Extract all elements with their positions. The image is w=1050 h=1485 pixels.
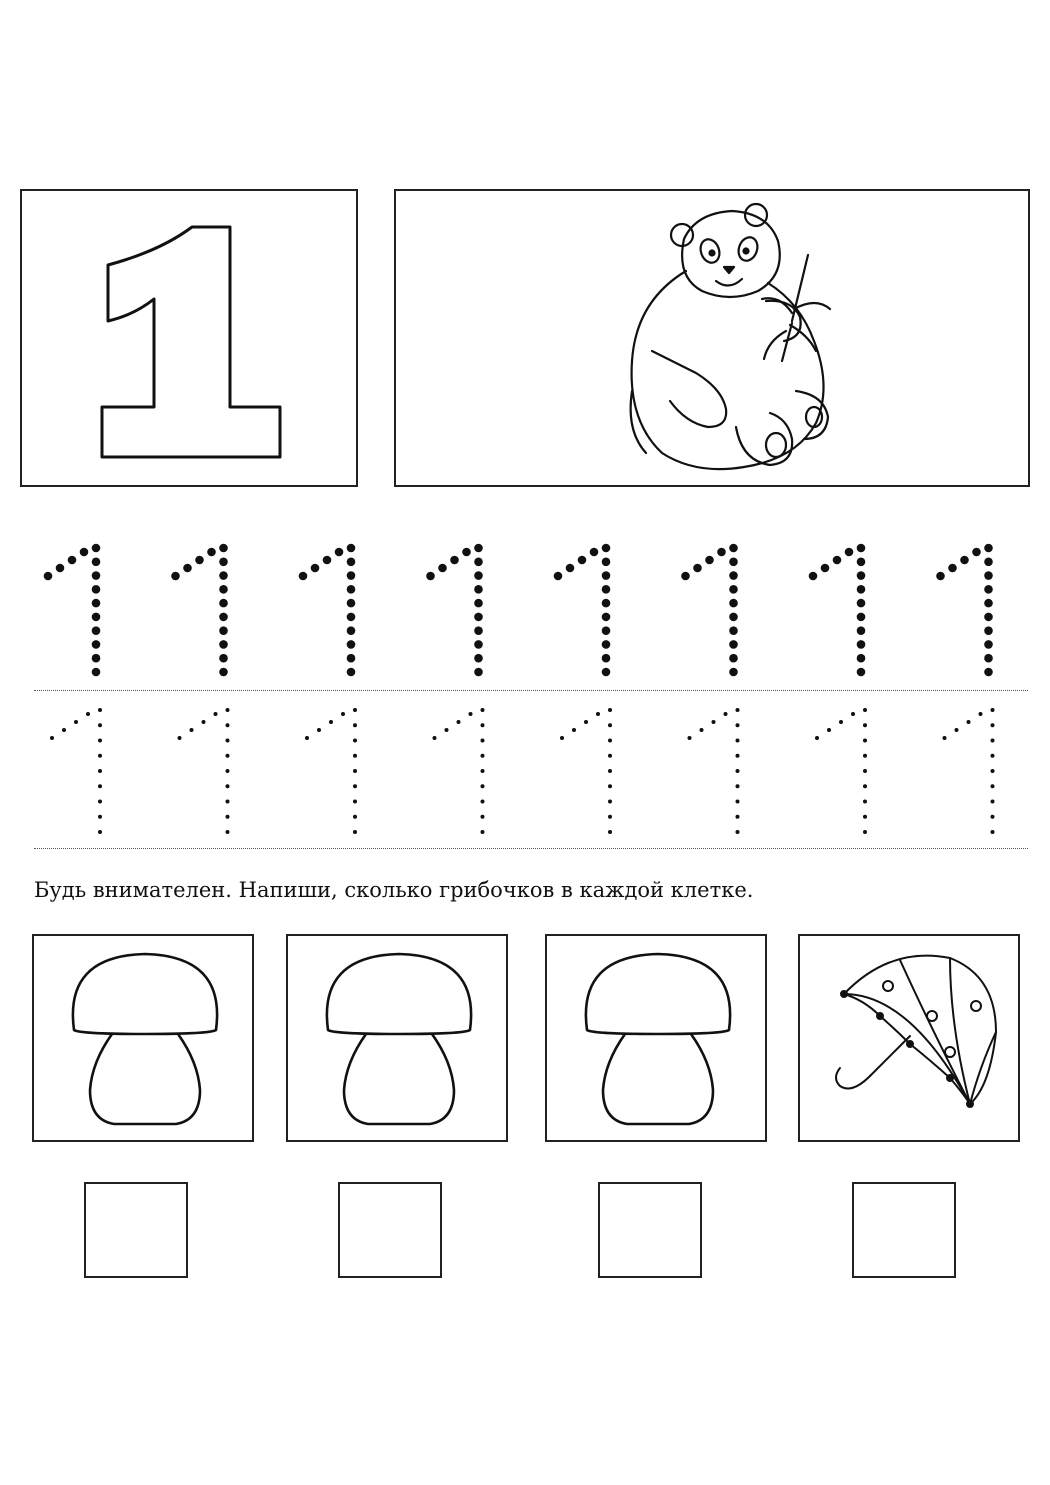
mushroom-icon	[34, 936, 256, 1144]
mushroom-icon	[288, 936, 510, 1144]
bold-tracing-digit	[171, 544, 228, 677]
picture-cell-3	[545, 934, 767, 1142]
answer-box-1[interactable]	[84, 1182, 188, 1278]
task-instruction: Будь внимателен. Напиши, сколько грибочков в каждой клетке.	[34, 878, 754, 902]
light-tracing-digit	[560, 708, 612, 834]
bold-tracing-digit	[681, 544, 738, 677]
light-tracing-digit	[50, 708, 102, 834]
bold-tracing-digit	[426, 544, 483, 677]
light-tracing-digit	[433, 708, 485, 834]
bold-tracing-digit	[936, 544, 993, 677]
bold-tracing-digit	[299, 544, 356, 677]
light-tracing-digit	[178, 708, 230, 834]
light-tracing-digit	[688, 708, 740, 834]
bold-tracing-digit	[554, 544, 611, 677]
answer-box-3[interactable]	[598, 1182, 702, 1278]
light-tracing-digit	[943, 708, 995, 834]
picture-cell-4	[798, 934, 1020, 1142]
mushroom-icon	[547, 936, 769, 1144]
picture-cell-1	[32, 934, 254, 1142]
answer-box-4[interactable]	[852, 1182, 956, 1278]
picture-cell-2	[286, 934, 508, 1142]
light-tracing-digit	[305, 708, 357, 834]
guide-line-upper	[34, 690, 1028, 691]
bold-tracing-digit	[809, 544, 866, 677]
umbrella-icon	[800, 936, 1022, 1144]
answer-box-2[interactable]	[338, 1182, 442, 1278]
light-tracing-digit	[815, 708, 867, 834]
guide-line-lower	[34, 848, 1028, 849]
bold-tracing-digit	[44, 544, 101, 677]
